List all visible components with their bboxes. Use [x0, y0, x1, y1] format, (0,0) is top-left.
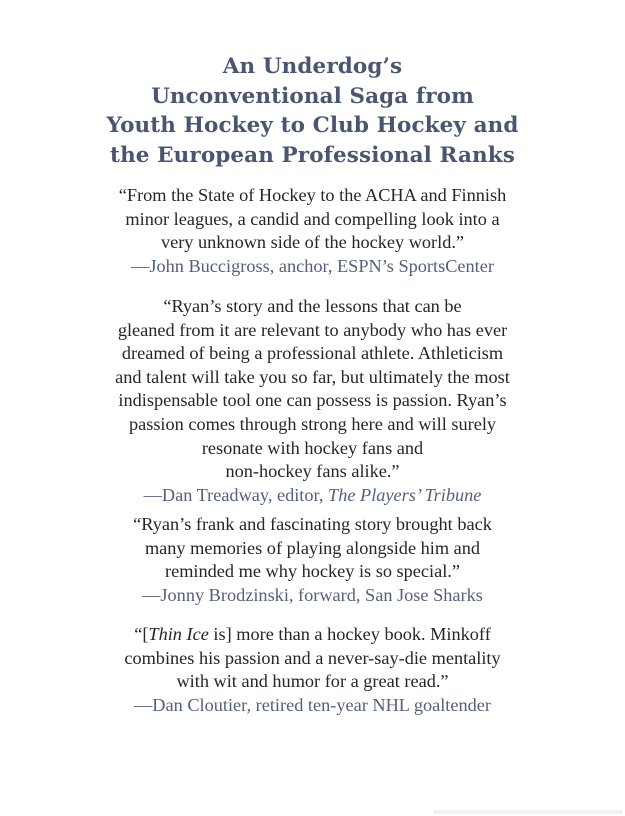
- blurb-brodzinski: [0, 513, 625, 607]
- blurb-line: “From the State of Hockey to the ACHA and Finnish: [118, 185, 507, 205]
- headline-line: Youth Hockey to Club Hockey and: [106, 113, 519, 138]
- blurb-line: dreamed of being a professional athlete. Athleticism: [121, 343, 504, 364]
- blurb-line: reminded me why hockey is so special.”: [165, 561, 460, 582]
- blurb-treadway: [0, 295, 625, 507]
- headline-line: the European Professional Ranks: [110, 142, 515, 168]
- blurb-line: many memories of playing alongside him and: [144, 537, 481, 558]
- headline-line: An Underdog’s: [222, 54, 403, 79]
- blurb-buccigross: [0, 184, 625, 278]
- blurb-attribution: —Jonny Brodzinski, forward, San Jose Sharks: [142, 584, 483, 605]
- blurb-line: combines his passion and a never-say-die mentality: [124, 647, 501, 668]
- blurb-line: non-hockey fans alike.”: [225, 461, 400, 482]
- blurb-line: “Ryan’s frank and fascinating story brought back: [133, 514, 492, 534]
- headline-line: Unconventional Saga from: [151, 83, 474, 109]
- blurb-line: very unknown side of the hockey world.”: [160, 232, 465, 253]
- blurb-attribution: —John Buccigross, anchor, ESPN’s SportsCenter: [131, 255, 494, 276]
- blurb-line: resonate with hockey fans and: [201, 437, 424, 458]
- blurb-line: passion comes through strong here and will surely: [128, 413, 497, 434]
- attribution-text: —Dan Treadway, editor,: [143, 484, 329, 505]
- blurb-line: and talent will take you so far, but ultimately the most: [115, 366, 510, 387]
- blurb-cloutier: [0, 623, 625, 717]
- headline: [0, 52, 625, 170]
- publication-title: The Players’ Tribune: [328, 484, 482, 505]
- blurb-line: [0, 623, 625, 647]
- blurb-line: with wit and humor for a great read.”: [176, 671, 449, 692]
- blurb-line: gleaned from it are relevant to anybody who has ever: [117, 319, 508, 340]
- blurb-text: is] more than a hockey book. Minkoff: [208, 624, 491, 644]
- blurb-attribution: [0, 484, 625, 508]
- blurb-attribution: —Dan Cloutier, retired ten-year NHL goaltender: [134, 694, 491, 715]
- book-title: Thin Ice: [148, 624, 209, 644]
- blurb-line: indispensable tool one can possess is passion. Ryan’s: [118, 390, 507, 411]
- blurb-line: minor leagues, a candid and compelling look into a: [125, 208, 500, 229]
- page-edge-divider: [433, 810, 623, 814]
- blurb-text: “[: [134, 624, 149, 644]
- blurb-line: “Ryan’s story and the lessons that can be: [163, 296, 462, 316]
